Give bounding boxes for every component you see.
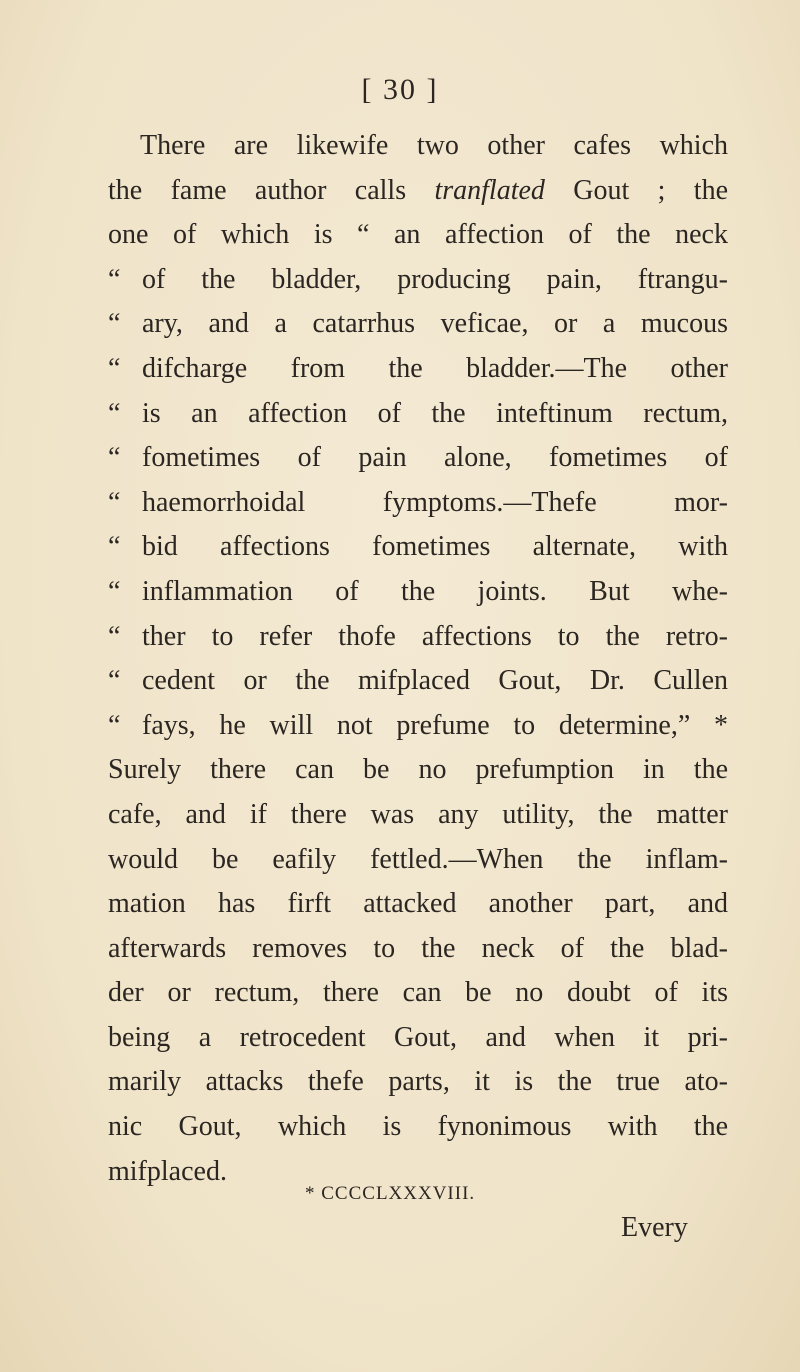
line-text: difcharge from the bladder.—The other bbox=[142, 352, 728, 384]
quote-mark: “ bbox=[108, 442, 121, 474]
footnote-reference: * CCCCLXXXVIII. bbox=[305, 1183, 476, 1204]
text-line bbox=[108, 392, 728, 437]
text-line: There are likewife two other cafes which bbox=[140, 130, 728, 161]
quote-mark: “ bbox=[108, 531, 121, 563]
page-header bbox=[0, 70, 800, 108]
text-line bbox=[108, 347, 728, 392]
quote-mark: “ bbox=[108, 308, 121, 340]
text-line: would be eafily fettled.—When the inflam- bbox=[108, 843, 728, 875]
text-line: mation has firft attacked another part, and bbox=[108, 888, 728, 920]
text-line bbox=[108, 615, 728, 660]
text-line: mifplaced. bbox=[108, 1155, 227, 1187]
quote-mark: “ bbox=[108, 263, 121, 295]
quote-mark: “ bbox=[108, 352, 121, 384]
text-line bbox=[108, 704, 728, 749]
text-line bbox=[108, 436, 728, 481]
text-line: being a retrocedent Gout, and when it pri- bbox=[108, 1021, 728, 1053]
line-text: ary, and a catarrhus veficae, or a mucous bbox=[142, 308, 728, 340]
line-text: cedent or the mifplaced Gout, Dr. Cullen bbox=[142, 665, 728, 697]
line-text: bid affections fometimes alternate, with bbox=[142, 531, 728, 563]
text-line bbox=[108, 258, 728, 303]
text-line bbox=[108, 525, 728, 570]
quote-mark: “ bbox=[108, 709, 121, 741]
quote-mark: “ bbox=[108, 397, 121, 429]
body-text bbox=[108, 124, 728, 1194]
text-line: the fame author calls tranflated Gout ; the bbox=[108, 174, 728, 206]
line-text: is an affection of the inteftinum rectum, bbox=[142, 397, 728, 429]
text-line: Surely there can be no prefumption in the bbox=[108, 754, 728, 786]
catchword: Every bbox=[621, 1212, 688, 1243]
text-line bbox=[108, 570, 728, 615]
line-text: inflammation of the joints. But whe- bbox=[142, 575, 728, 607]
quote-mark: “ bbox=[108, 665, 121, 697]
text-line bbox=[108, 659, 728, 704]
text-line: one of which is “ an affection of the neck bbox=[108, 219, 728, 251]
text-line: nic Gout, which is fynonimous with the bbox=[108, 1111, 728, 1143]
line-text: ther to refer thofe affections to the retro- bbox=[142, 620, 728, 652]
text-line: cafe, and if there was any utility, the matter bbox=[108, 798, 728, 830]
text-line: marily attacks thefe parts, it is the true ato- bbox=[108, 1066, 728, 1098]
italic-word: tranflated bbox=[434, 174, 545, 206]
text-line bbox=[108, 481, 728, 526]
quote-mark: “ bbox=[108, 620, 121, 652]
line-text: haemorrhoidal fymptoms.—Thefe mor- bbox=[142, 486, 728, 518]
line-text: of the bladder, producing pain, ftrangu- bbox=[142, 263, 728, 295]
quote-mark: “ bbox=[108, 486, 121, 518]
text-line: afterwards removes to the neck of the blad- bbox=[108, 932, 728, 964]
text-line: der or rectum, there can be no doubt of its bbox=[108, 977, 728, 1009]
quote-mark: “ bbox=[108, 575, 121, 607]
line-text: fometimes of pain alone, fometimes of bbox=[142, 442, 728, 474]
text-line bbox=[108, 302, 728, 347]
line-text: fays, he will not prefume to determine,” * bbox=[142, 709, 728, 741]
page-number: [ 30 ] bbox=[361, 73, 439, 106]
